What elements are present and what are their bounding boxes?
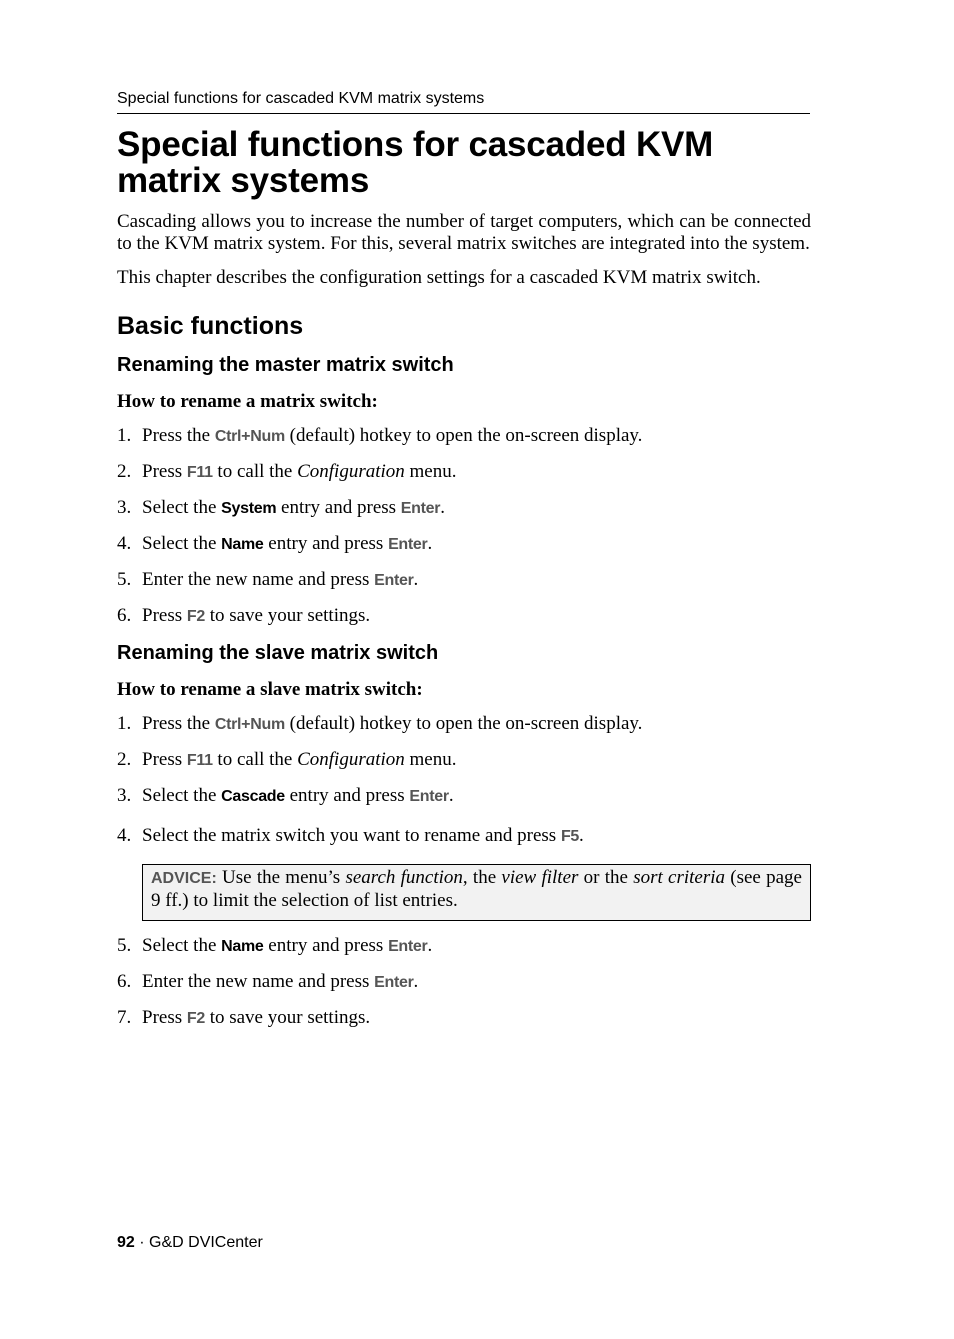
list-item [117,461,811,484]
menu-entry: System [221,500,277,517]
page-content [117,127,811,1043]
hotkey: Enter [400,500,441,517]
hotkey: F2 [186,608,205,625]
advice-emphasis: search function [345,867,463,888]
list-item [117,749,811,772]
intro-paragraph-1: Cascading allows you to increase the number of target computers, which can be connected to the KVM matrix system. For this, several matrix switches are integrated into the system. [117,211,811,254]
step-text: . [579,825,584,846]
step-number: 2. [117,749,132,770]
step-text: Select the [142,497,222,518]
step-text: Enter the new name and press [142,569,375,590]
list-item [117,785,811,808]
hotkey: Enter [374,974,414,991]
step-text: . [427,533,433,554]
step-text: . [440,497,445,518]
step-text: menu. [404,461,457,482]
step-text: to call the [212,461,298,482]
step-number: 1. [117,425,132,446]
advice-emphasis: view filter [501,867,579,888]
slave-howto: How to rename a slave matrix switch: [117,679,423,700]
running-header: Special functions for cascaded KVM matrix systems [117,89,810,114]
hotkey: Enter [374,572,414,589]
footer-product: G&D DVICenter [149,1234,263,1251]
step-number: 3. [117,497,132,518]
page-footer [117,1234,263,1252]
step-text: entry and press [263,935,389,956]
hotkey: F5 [560,828,580,845]
footer-separator: · [134,1234,150,1251]
hotkey: F11 [186,752,213,769]
step-text: . [427,935,433,956]
step-text: Press the [142,425,215,446]
page-title: Special functions for cascaded KVM matrix systems [117,125,714,200]
list-item [117,1007,811,1030]
advice-text: or the [578,867,634,888]
step-text: Select the [142,935,222,956]
step-text: entry and press [276,497,401,518]
list-item [117,425,811,448]
master-steps [117,425,811,628]
slave-subsection-title: Renaming the slave matrix switch [117,642,439,664]
step-text: to save your settings. [204,605,371,626]
step-number: 3. [117,785,132,806]
step-text: Press [142,605,187,626]
step-text: entry and press [284,785,410,806]
list-item [117,497,811,520]
step-number: 1. [117,713,132,734]
menu-entry: Name [221,536,264,553]
list-item [117,713,811,736]
slave-steps-b [117,935,811,1030]
step-text: Press [142,461,187,482]
menu-name: Configuration [297,461,405,482]
master-subsection-title: Renaming the master matrix switch [117,354,454,376]
advice-box [142,864,811,921]
section-title: Basic functions [117,312,304,340]
step-text: Press [142,1007,187,1028]
advice-emphasis: sort criteria [633,867,726,888]
step-text: . [413,971,419,992]
hotkey: Ctrl+Num [214,428,285,445]
hotkey: Enter [388,938,428,955]
step-text: (default) hotkey to open the on-screen display. [284,713,643,734]
step-text: Press [142,749,187,770]
master-howto: How to rename a matrix switch: [117,391,378,412]
list-item [117,533,811,556]
menu-entry: Cascade [221,788,285,805]
advice-text: Use the menu’s [216,867,346,888]
intro-paragraph-2: This chapter describes the configuration settings for a cascaded KVM matrix switch. [117,267,761,288]
hotkey: Enter [388,536,428,553]
page-number: 92 [117,1234,135,1251]
step-number: 6. [117,605,132,626]
advice-label: ADVICE: [151,870,217,887]
menu-name: Configuration [297,749,405,770]
step-number: 2. [117,461,132,482]
hotkey: Ctrl+Num [214,716,285,733]
step-number: 5. [117,935,132,956]
list-item [117,825,811,848]
step-text: Select the [142,785,222,806]
list-item [117,605,811,628]
list-item [117,971,811,994]
list-item [117,569,811,592]
step-text: (default) hotkey to open the on-screen display. [284,425,643,446]
advice-text: , the [462,867,502,888]
step-text: to save your settings. [204,1007,371,1028]
hotkey: F11 [186,464,213,481]
step-text: Select the matrix switch you want to rename and press [142,825,561,846]
step-text: menu. [404,749,457,770]
list-item [117,935,811,958]
menu-entry: Name [221,938,264,955]
hotkey: F2 [186,1010,205,1027]
advice-text: (see page 9 ff.) to limit the selection of list entries. [151,867,802,911]
step-number: 6. [117,971,132,992]
step-text: Press the [142,713,215,734]
step-text: Select the [142,533,222,554]
step-text: Enter the new name and press [142,971,375,992]
step-text: to call the [212,749,298,770]
step-text: . [413,569,419,590]
step-number: 7. [117,1007,132,1028]
step-number: 4. [117,533,132,554]
step-number: 4. [117,825,132,846]
step-text: entry and press [263,533,389,554]
hotkey: Enter [409,788,449,805]
step-text: . [448,785,454,806]
slave-steps-a [117,713,811,848]
step-number: 5. [117,569,132,590]
